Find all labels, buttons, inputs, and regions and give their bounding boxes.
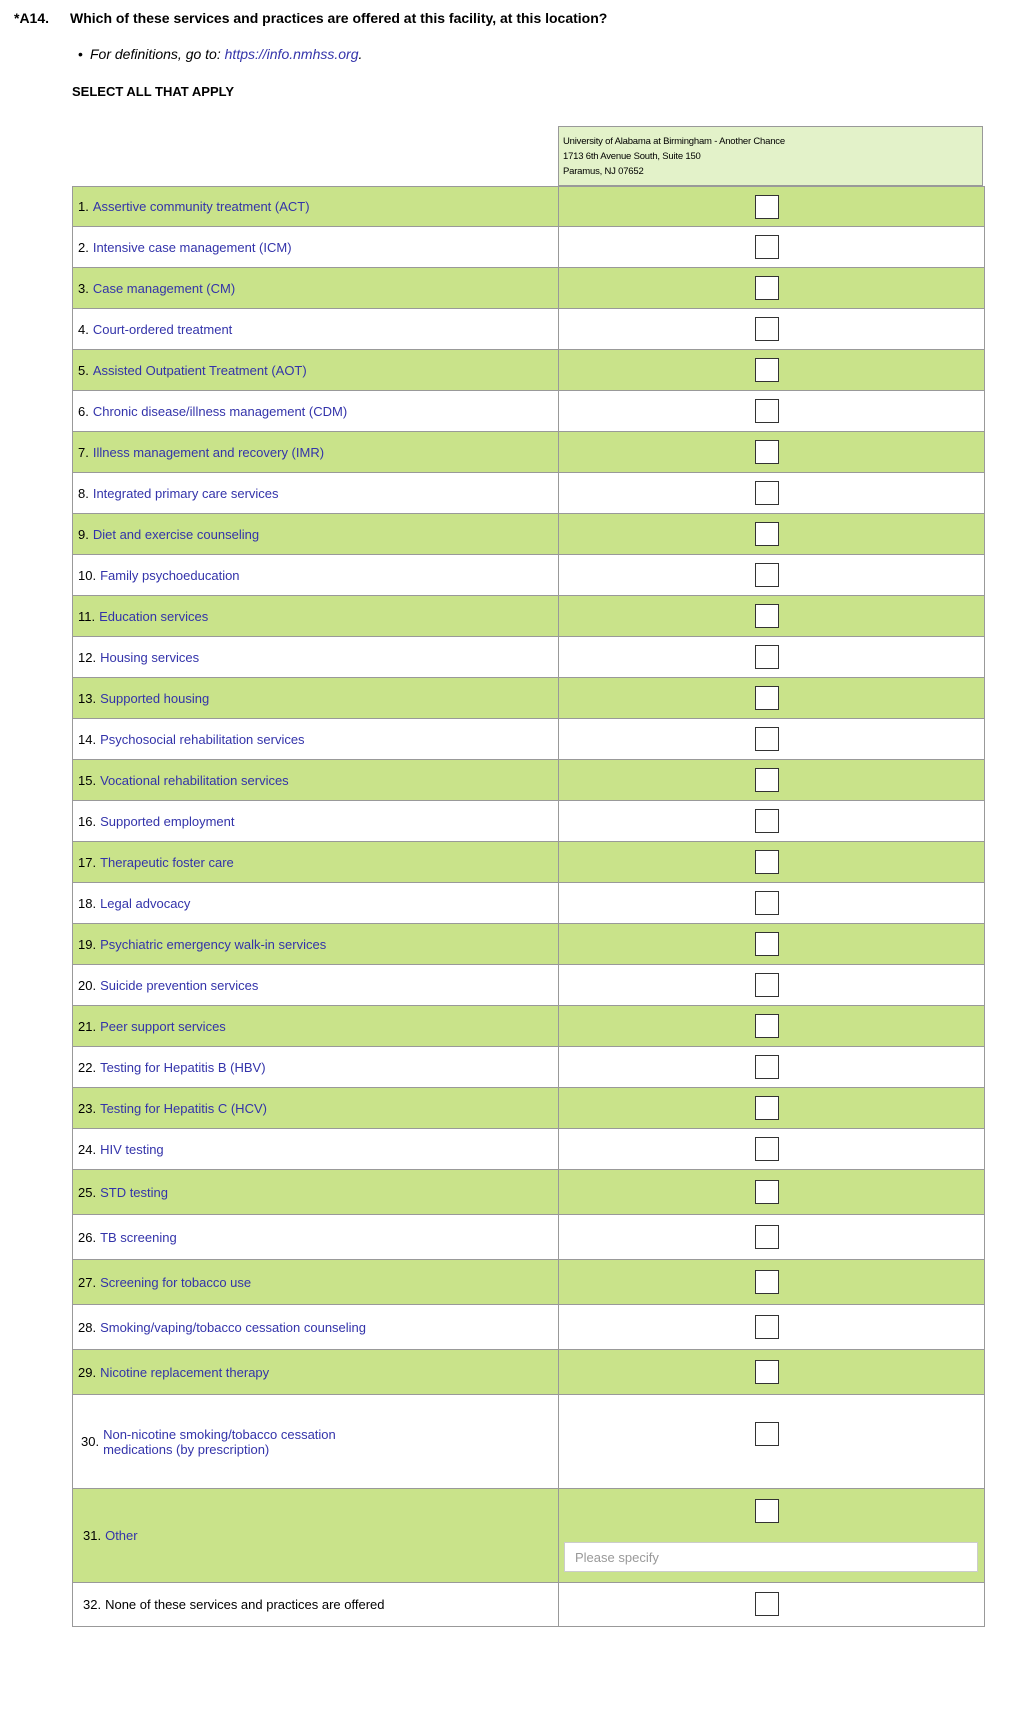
service-row [72, 1006, 985, 1047]
service-checkbox[interactable] [755, 358, 779, 382]
row-number: 31. [83, 1528, 102, 1543]
row-number: 3. [78, 280, 89, 296]
service-checkbox[interactable] [755, 604, 779, 628]
service-checkbox[interactable] [755, 973, 779, 997]
service-row [72, 1088, 985, 1129]
service-label: Chronic disease/illness management (CDM) [92, 403, 348, 419]
row-number: 14. [78, 731, 97, 747]
row-number: 2. [78, 239, 89, 255]
service-checkbox[interactable] [755, 1014, 779, 1038]
service-row-none [72, 1583, 985, 1627]
service-label: Assisted Outpatient Treatment (AOT) [92, 362, 307, 378]
service-label: Suicide prevention services [100, 977, 259, 993]
row-number: 27. [78, 1274, 97, 1290]
row-number: 30. [81, 1434, 100, 1449]
facility-address-line2: Paramus, NJ 07652 [563, 166, 644, 177]
service-label: Nicotine replacement therapy [100, 1364, 270, 1380]
service-label: Illness management and recovery (IMR) [92, 444, 325, 460]
service-row [72, 1215, 985, 1260]
service-label: Legal advocacy [100, 895, 191, 911]
service-label: Intensive case management (ICM) [92, 239, 292, 255]
service-label: Therapeutic foster care [100, 854, 234, 870]
service-row [72, 1260, 985, 1305]
service-checkbox[interactable] [755, 1270, 779, 1294]
service-row [72, 309, 985, 350]
service-checkbox[interactable] [755, 1422, 779, 1446]
service-row [72, 1350, 985, 1395]
service-checkbox[interactable] [755, 1225, 779, 1249]
service-checkbox[interactable] [755, 276, 779, 300]
row-number: 12. [78, 649, 97, 665]
row-number: 25. [78, 1184, 97, 1200]
service-row [72, 637, 985, 678]
service-checkbox[interactable] [755, 1315, 779, 1339]
question-text: Which of these services and practices are offered at this facility, at this location? [70, 10, 608, 26]
service-checkbox[interactable] [755, 1180, 779, 1204]
service-row [72, 391, 985, 432]
service-row-other [72, 1489, 985, 1583]
service-row [72, 268, 985, 309]
row-number: 29. [78, 1364, 97, 1380]
service-row [72, 350, 985, 391]
service-checkbox[interactable] [755, 686, 779, 710]
row-number: 26. [78, 1229, 97, 1245]
service-row [72, 1305, 985, 1350]
service-label: Supported employment [100, 813, 235, 829]
service-rows [72, 186, 985, 1627]
service-checkbox[interactable] [755, 563, 779, 587]
service-label: TB screening [100, 1229, 177, 1245]
service-label: Assertive community treatment (ACT) [92, 199, 310, 214]
row-number: 22. [78, 1059, 97, 1075]
service-checkbox[interactable] [755, 399, 779, 423]
service-checkbox[interactable] [755, 1499, 779, 1523]
service-label: Screening for tobacco use [100, 1274, 252, 1290]
service-label: Diet and exercise counseling [92, 526, 260, 542]
row-number: 28. [78, 1319, 97, 1335]
service-label: Education services [99, 608, 209, 624]
service-checkbox[interactable] [755, 850, 779, 874]
service-row [72, 227, 985, 268]
service-row [72, 555, 985, 596]
service-row [72, 719, 985, 760]
service-checkbox[interactable] [755, 481, 779, 505]
service-checkbox[interactable] [755, 727, 779, 751]
row-number: 4. [78, 321, 89, 337]
service-row [72, 473, 985, 514]
service-label: HIV testing [100, 1141, 164, 1157]
service-label: Non-nicotine smoking/tobacco cessation [103, 1426, 336, 1442]
service-label: STD testing [100, 1184, 168, 1200]
definitions-link[interactable]: https://info.nmhss.org [224, 46, 359, 62]
row-number: 24. [78, 1141, 97, 1157]
service-checkbox[interactable] [755, 1137, 779, 1161]
row-number: 11. [78, 608, 96, 624]
other-specify-input[interactable] [564, 1542, 978, 1572]
row-number: 21. [78, 1018, 97, 1034]
service-checkbox[interactable] [755, 317, 779, 341]
service-label: Smoking/vaping/tobacco cessation counseling [100, 1319, 367, 1335]
service-checkbox[interactable] [755, 522, 779, 546]
row-number: 23. [78, 1100, 97, 1116]
row-number: 17. [78, 854, 97, 870]
service-checkbox[interactable] [755, 1096, 779, 1120]
definitions-prefix: For definitions, go to: [90, 46, 225, 62]
service-label: Psychiatric emergency walk-in services [100, 936, 327, 952]
row-number: 8. [78, 485, 89, 501]
service-row [72, 514, 985, 555]
row-number: 19. [78, 936, 97, 952]
service-row [72, 1170, 985, 1215]
row-number: 1. [78, 199, 89, 214]
service-label: Family psychoeducation [100, 567, 240, 583]
service-row [72, 883, 985, 924]
service-checkbox[interactable] [755, 235, 779, 259]
service-row [72, 432, 985, 473]
service-label: Court-ordered treatment [92, 321, 233, 337]
service-label: Integrated primary care services [92, 485, 279, 501]
service-label-line2: medications (by prescription) [103, 1441, 270, 1457]
service-row [72, 842, 985, 883]
service-row [72, 760, 985, 801]
facility-column-header [558, 126, 983, 186]
service-row [72, 1047, 985, 1088]
service-label: Other [105, 1528, 138, 1543]
row-number: 6. [78, 403, 89, 419]
service-label: Psychosocial rehabilitation services [100, 731, 305, 747]
row-number: 13. [78, 690, 97, 706]
service-checkbox[interactable] [755, 768, 779, 792]
service-checkbox[interactable] [755, 891, 779, 915]
service-checkbox[interactable] [755, 1592, 779, 1616]
definitions-note [78, 46, 363, 62]
facility-address-line1: 1713 6th Avenue South, Suite 150 [563, 151, 701, 162]
service-checkbox[interactable] [755, 932, 779, 956]
row-number: 10. [78, 567, 97, 583]
service-row [72, 678, 985, 719]
service-checkbox[interactable] [755, 195, 779, 219]
service-label: Peer support services [100, 1018, 226, 1034]
service-checkbox[interactable] [755, 809, 779, 833]
service-label: Testing for Hepatitis C (HCV) [100, 1100, 267, 1116]
service-row [72, 801, 985, 842]
row-number: 18. [78, 895, 97, 911]
service-label: Housing services [100, 649, 200, 665]
service-row [72, 186, 985, 227]
service-checkbox[interactable] [755, 1360, 779, 1384]
service-label: None of these services and practices are offered [105, 1597, 385, 1612]
service-label: Vocational rehabilitation services [100, 772, 289, 788]
row-number: 5. [78, 362, 89, 378]
service-checkbox[interactable] [755, 440, 779, 464]
service-row [72, 924, 985, 965]
service-label: Testing for Hepatitis B (HBV) [100, 1059, 266, 1075]
facility-name: University of Alabama at Birmingham - Another Chance [563, 136, 785, 147]
row-number: 16. [78, 813, 97, 829]
service-label: Case management (CM) [92, 280, 236, 296]
row-number: 9. [78, 526, 89, 542]
service-label: Supported housing [100, 690, 210, 706]
select-all-instruction: SELECT ALL THAT APPLY [72, 84, 235, 99]
service-row [72, 596, 985, 637]
row-number: 15. [78, 772, 97, 788]
bullet-icon: • [78, 46, 83, 62]
service-checkbox[interactable] [755, 645, 779, 669]
service-row [72, 1395, 985, 1489]
row-number: 7. [78, 444, 89, 460]
question-number: *A14. [14, 10, 50, 26]
row-number: 32. [83, 1597, 102, 1612]
row-number: 20. [78, 977, 97, 993]
service-row [72, 965, 985, 1006]
service-checkbox[interactable] [755, 1055, 779, 1079]
definitions-suffix: . [358, 46, 363, 62]
service-row [72, 1129, 985, 1170]
